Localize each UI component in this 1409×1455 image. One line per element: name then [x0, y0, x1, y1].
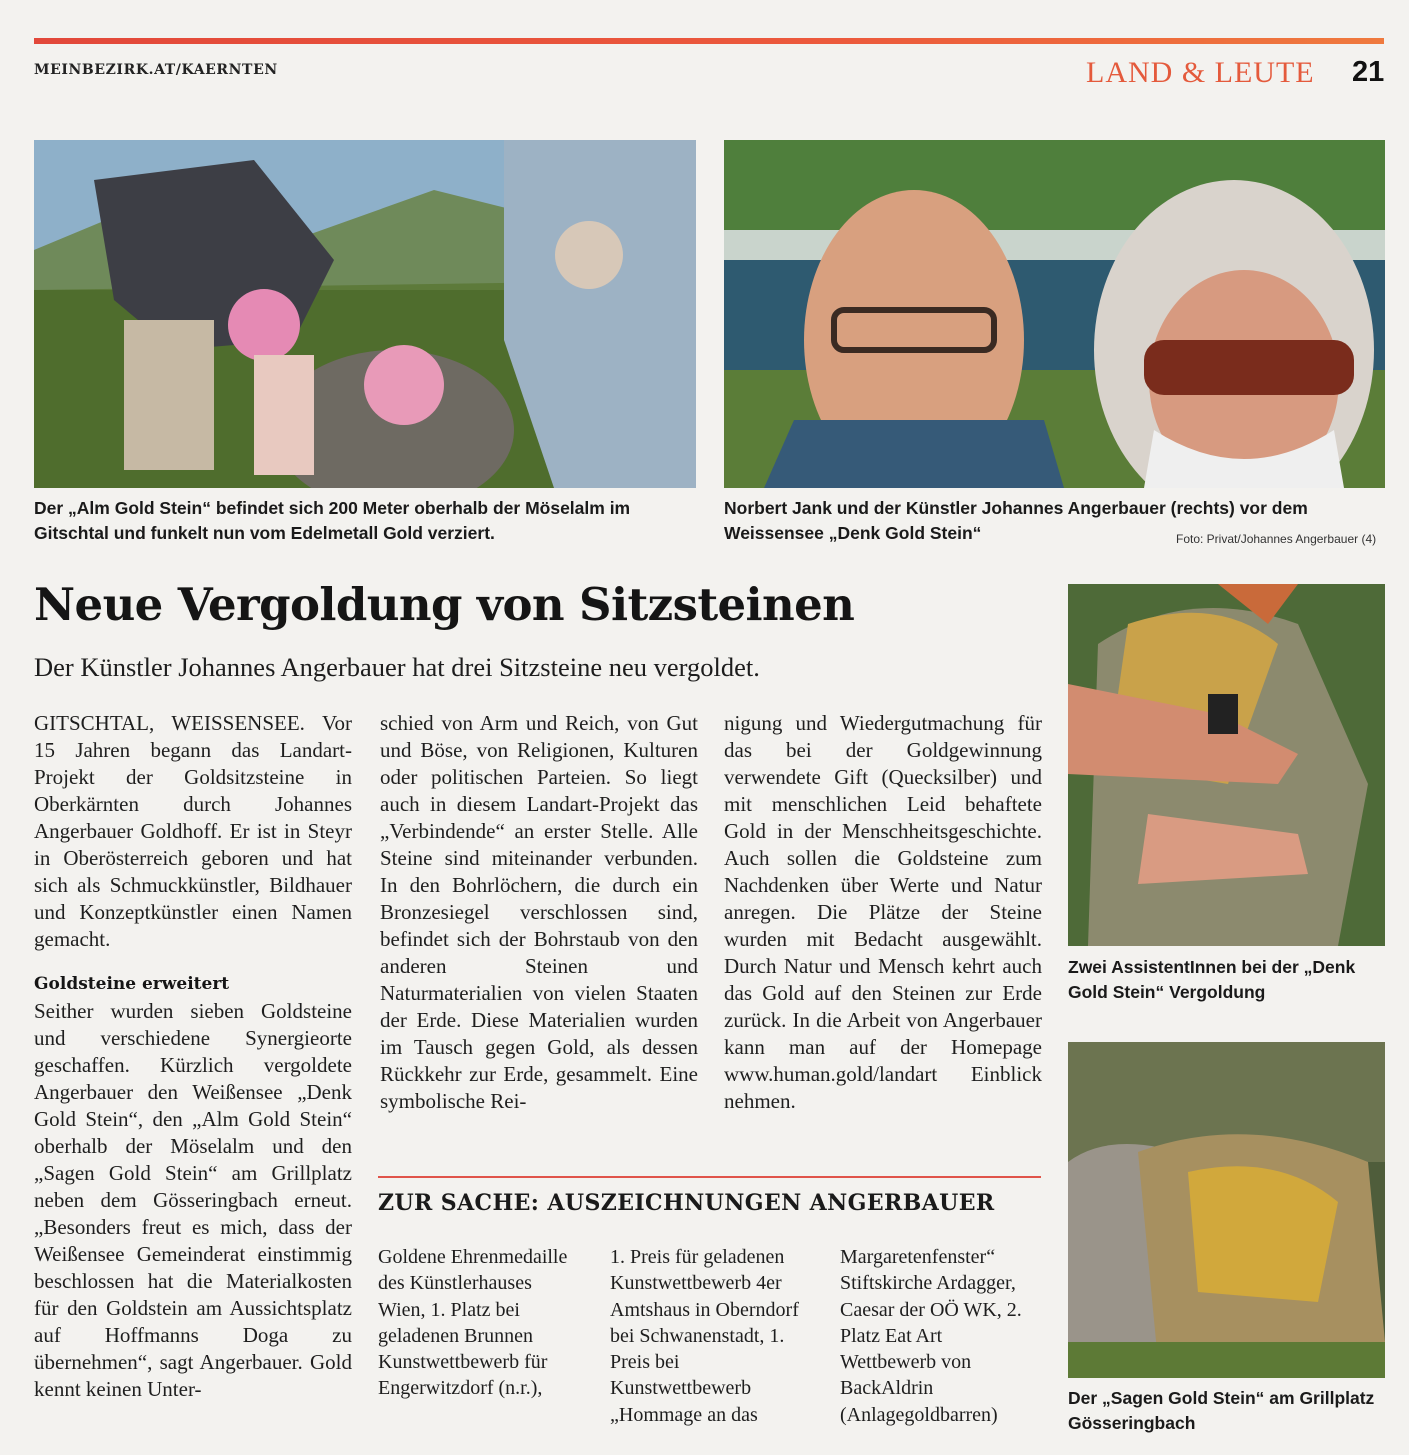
section-label: LAND & LEUTE — [1086, 56, 1315, 89]
sagen-gold-stein-caption: Der „Sagen Gold Stein“ am Grillplatz Gösseringbach — [1068, 1388, 1375, 1433]
alm-gold-stein-photo — [34, 140, 696, 488]
assistants-gilding-caption: Zwei AssistentInnen bei der „Denk Gold Stein“ Vergoldung — [1068, 957, 1356, 1002]
zur-sache-rule — [378, 1176, 1041, 1178]
article-column-2 — [380, 710, 698, 1115]
assistants-gilding-photo — [1068, 584, 1385, 946]
top-accent-rule — [34, 38, 1384, 44]
zur-sache-title: ZUR SACHE: AUSZEICHNUNGEN ANGERBAUER — [378, 1190, 995, 1216]
intro-paragraph: GITSCHTAL, WEISSENSEE. Vor 15 Jahren begann das Landart-Projekt der Goldsitzsteine in Oberkärnten durch Johannes Angerbauer Goldhoff. Er ist in Steyr in Oberösterreich geboren und hat sich als Schmuckkünstler, Bildhauer und Konzeptkünstler einen Namen gemacht. — [34, 711, 352, 951]
subheadline: Der Künstler Johannes Angerbauer hat drei Sitzsteine neu vergoldet. — [34, 652, 760, 682]
zur-sache-column-1: Goldene Ehrenmedaille des Künstlerhauses Wien, 1. Platz bei geladenen Brunnen Kunstwettbewerb für Engerwitzdorf (n.r.), — [378, 1246, 568, 1400]
photo-credit: Foto: Privat/Johannes Angerbauer (4) — [1176, 532, 1377, 546]
zur-sache-column-3: Margaretenfenster“ Stiftskirche Ardagger, Caesar der OÖ WK, 2. Platz Eat Art Wettbewerb von BackAldrin (Anlagegoldbarren) — [840, 1246, 1022, 1426]
article-column-1 — [34, 710, 352, 1403]
body-paragraph: nigung und Wiedergutmachung für das bei der Goldgewinnung verwendete Gift (Quecksilber) und mit menschlichen Leid behaftete Gold in der Menschheitsgeschichte. Auch sollen die Goldsteine zum Nachdenken über Werte und Natur anregen. Die Plätze der Steine wurden mit Bedacht ausgewählt. Durch Natur und Mensch kehrt auch das Gold auf den Steinen zur Erde zurück. In die Arbeit von Angerbauer kann man auf der Homepage www.human.gold/landart Einblick nehmen. — [724, 711, 1042, 1113]
headline: Neue Vergoldung von Sitzsteinen — [34, 578, 855, 631]
body-paragraph: schied von Arm und Reich, von Gut und Böse, von Religionen, Kulturen oder politischen Parteien. So liegt auch in diesem Landart-Projekt das „Verbindende“ an erster Stelle. Alle Steine sind miteinander verbunden. In den Bohrlöchern, die durch ein Bronzesiegel verschlossen sind, befindet sich der Bohrstaub von den anderen Steinen und Naturmaterialien von vielen Staaten der Erde. Diese Materialien wurden im Tausch gegen Gold, als dessen Rückkehr zur Erde, gesammelt. Eine symbolische Rei- — [380, 711, 698, 1113]
article-column-3 — [724, 710, 1042, 1115]
site-url: MEINBEZIRK.AT/KAERNTEN — [34, 62, 278, 78]
body-paragraph: Seither wurden sieben Goldsteine und verschiedene Synergieorte geschaffen. Kürzlich vergoldete Angerbauer den Weißensee „Denk Gold Stein“, den „Alm Gold Stein“ oberhalb der Möselalm und den „Sagen Gold Stein“ am Grillplatz neben dem Gösseringbach erneut. „Besonders freut es mich, dass der Weißensee Gemeinderat einstimmig beschlossen hat die Materialkosten für den Goldstein am Aussichtsplatz auf Hoffmanns Doga zu übernehmen“, sagt Angerbauer. Gold kennt keinen Unter- — [34, 999, 352, 1401]
alm-gold-stein-caption: Der „Alm Gold Stein“ befindet sich 200 Meter oberhalb der Möselalm im Gitschtal und funkelt nun vom Edelmetall Gold verziert. — [34, 498, 631, 543]
zur-sache-column-2: 1. Preis für geladenen Kunstwettbewerb 4er Amtshaus in Oberndorf bei Schwanenstadt, 1. Preis bei Kunstwettbewerb „Hommage an das — [610, 1246, 799, 1426]
subhead-goldsteine: Goldsteine erweitert — [34, 974, 230, 994]
jank-angerbauer-caption: Norbert Jank und der Künstler Johannes Angerbauer (rechts) vor dem Weissensee „Denk Gold Stein“ — [724, 498, 1308, 543]
page-number: 21 — [1352, 56, 1385, 88]
jank-angerbauer-photo — [724, 140, 1385, 488]
sagen-gold-stein-photo — [1068, 1042, 1385, 1378]
